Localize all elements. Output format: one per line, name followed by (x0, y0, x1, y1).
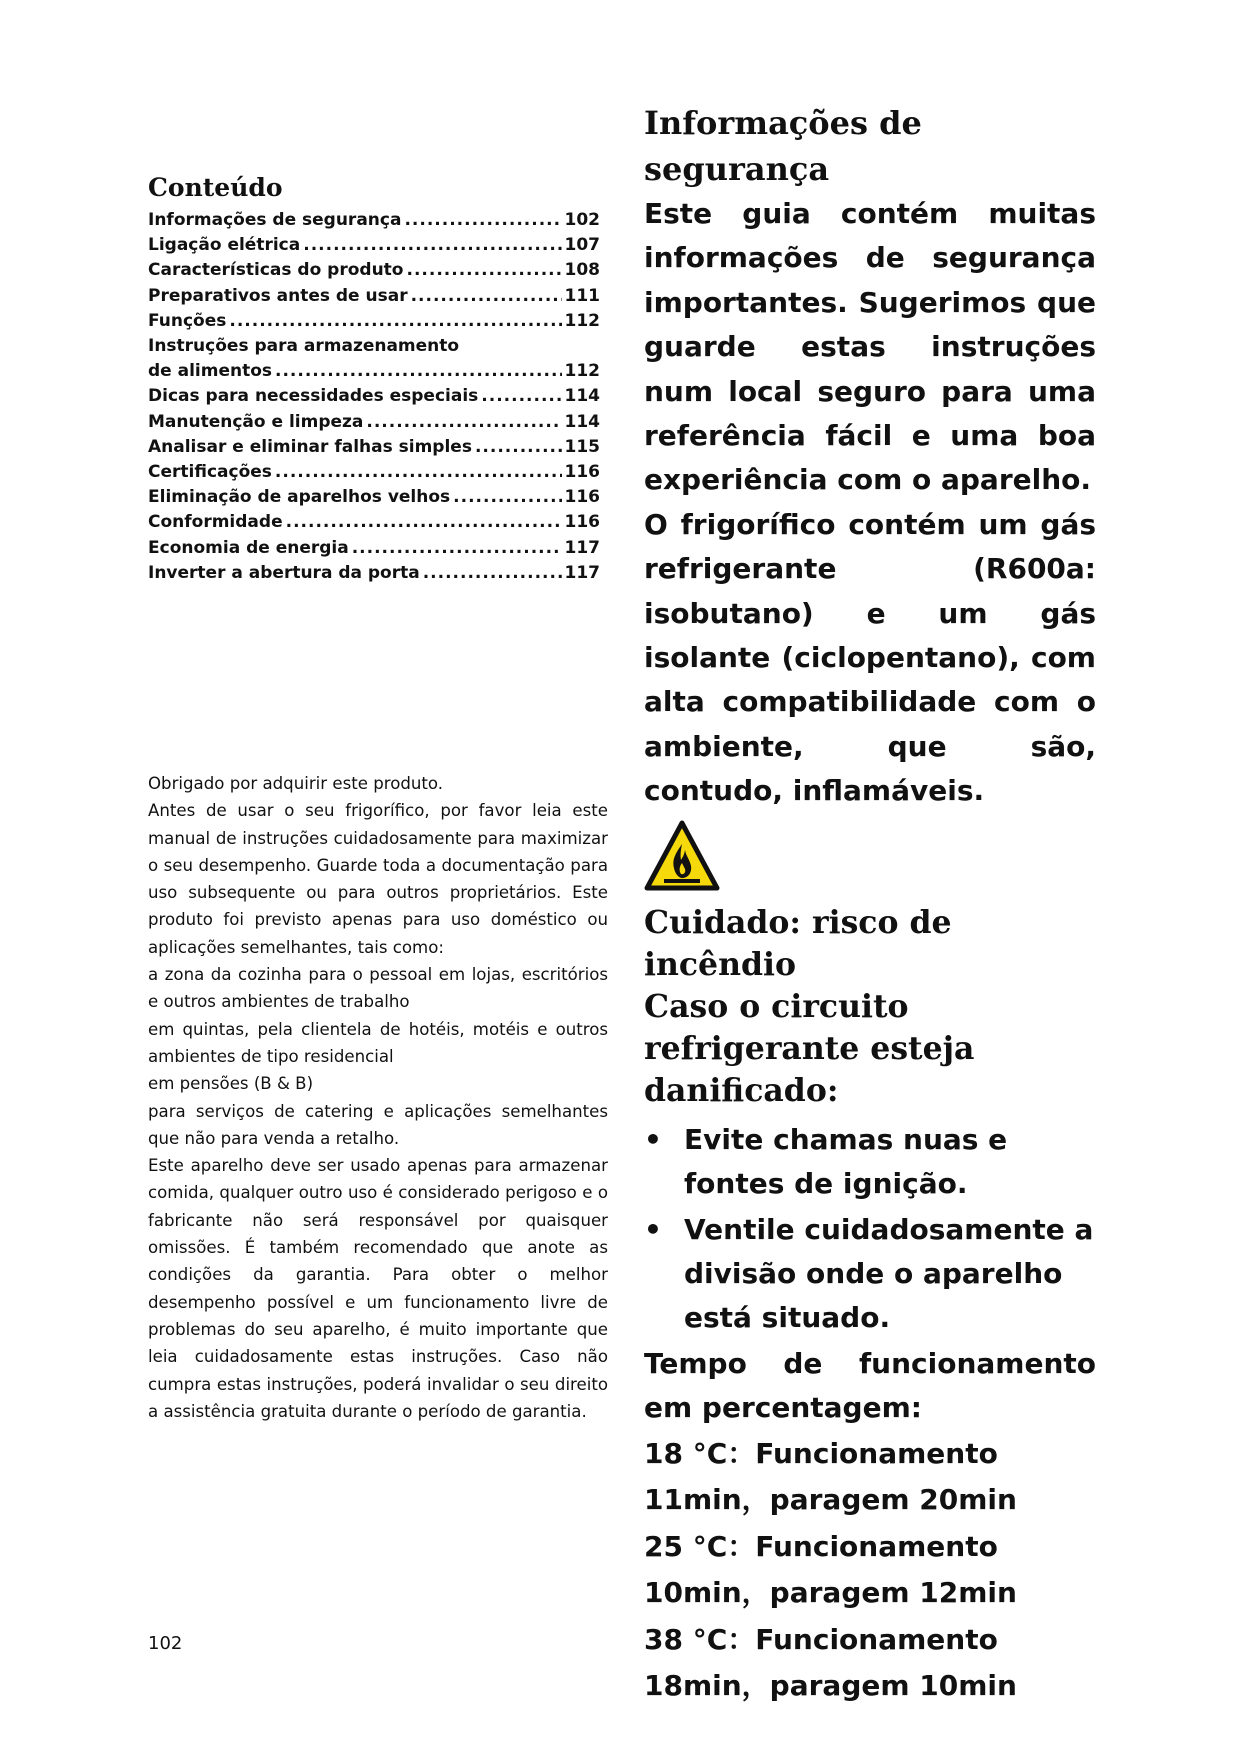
refrigerant-paragraph: O frigorífico contém um gás refrigerante (R600a: isobutano) e um gás isolante (ciclopentano), com alta compatibilidade com o ambiente, que são, contudo, inflamáveis. (644, 507, 1096, 808)
caution-list (644, 1118, 1096, 1340)
toc-entry[interactable]: de alimentos ..... 112 (148, 359, 600, 384)
toc-entry[interactable]: Certificações ..... 116 (148, 460, 600, 485)
page-number: 102 (148, 1633, 183, 1654)
toc-page: 114 (564, 411, 600, 432)
toc-entry[interactable]: Economia de energia ..... 117 (148, 536, 600, 561)
intro-paragraph: em quintas, pela clientela de hotéis, motéis e outros ambientes de tipo residencial (148, 1019, 608, 1066)
flammable-warning-icon (644, 820, 720, 892)
toc-entry[interactable]: Funções ..... 112 (148, 309, 600, 334)
toc-page: 102 (564, 210, 600, 230)
toc-page: 116 (564, 512, 600, 533)
safety-section (644, 100, 1096, 1710)
toc-page: 111 (564, 285, 600, 306)
caution-subtitle: Caso o circuito refrigerante esteja danificado: (644, 987, 975, 1109)
caution-title: Cuidado: risco de incêndio (644, 903, 952, 983)
runtime-line: 25 °C：Funcionamento (644, 1529, 998, 1563)
toc-page: 112 (564, 361, 600, 382)
safety-intro-paragraph: Este guia contém muitas informações de segurança importantes. Sugerimos que guarde estas instruções num local seguro para uma referência fácil e uma boa experiência com o aparelho. (644, 197, 1096, 497)
intro-paragraph: para serviços de catering e aplicações semelhantes que não para venda a retalho. (148, 1101, 608, 1148)
toc-page: 107 (564, 235, 600, 256)
intro-text (148, 770, 608, 1425)
intro-paragraph: a zona da cozinha para o pessoal em lojas, escritórios e outros ambientes de trabalho (148, 965, 608, 1012)
toc-entry[interactable]: Dicas para necessidades especiais ..... 114 (148, 384, 600, 409)
runtime-line: 18min，paragem 10min (644, 1669, 1017, 1702)
toc-entry[interactable]: Características do produto ..... 108 (148, 258, 600, 283)
toc-entry[interactable]: Preparativos antes de usar ..... 111 (148, 284, 600, 309)
list-item: • Ventile cuidadosamente a divisão onde o aparelho está situado. (644, 1208, 1096, 1340)
list-item: • Evite chamas nuas e fontes de ignição. (644, 1118, 1096, 1206)
intro-paragraph: Obrigado por adquirir este produto. (148, 774, 444, 793)
toc-page: 117 (564, 562, 600, 583)
toc-entry[interactable]: Analisar e eliminar falhas simples ..... 115 (148, 435, 600, 460)
toc-entry-prefix: Instruções para armazenamento (148, 336, 460, 357)
toc-page: 115 (564, 436, 600, 457)
toc-page: 108 (564, 260, 600, 281)
runtime-line: 18 °C：Funcionamento (644, 1436, 998, 1470)
runtime-line: 11min，paragem 20min (644, 1483, 1017, 1516)
toc-page: 112 (564, 310, 600, 331)
toc-entry[interactable]: Manutenção e limpeza ..... 114 (148, 410, 600, 435)
runtime-title: Tempo de funcionamento em percentagem: (644, 1346, 1096, 1425)
safety-title: Informações de segurança (644, 104, 922, 188)
toc-entry[interactable]: Inverter a abertura da porta ..... 117 (148, 561, 600, 586)
toc-page: 116 (564, 462, 600, 483)
contents-title: Conteúdo (148, 173, 283, 202)
toc-page: 117 (564, 537, 600, 558)
toc-page: 114 (564, 386, 600, 407)
runtime-list (644, 1431, 1096, 1710)
intro-paragraph: Este aparelho deve ser usado apenas para armazenar comida, qualquer outro uso é considerado perigoso e o fabricante não será responsável por quaisquer omissões. É também recomendado que anote as condições da garantia. Para obter o melhor desempenho possível e um funcionamento livre de problemas do seu aparelho, é muito importante que leia cuidadosamente estas instruções. Caso não cumpra estas instruções, poderá invalidar o seu direito a assistência gratuita durante o período de garantia. (148, 1156, 608, 1421)
intro-paragraph: em pensões (B & B) (148, 1074, 314, 1094)
runtime-line: 10min，paragem 12min (644, 1576, 1017, 1609)
toc-entry[interactable]: Informações de segurança ..... 102 (148, 208, 600, 233)
toc-entry[interactable]: Ligação elétrica ..... 107 (148, 233, 600, 258)
toc-entry[interactable]: Eliminação de aparelhos velhos ..... 116 (148, 485, 600, 510)
intro-paragraph: Antes de usar o seu frigorífico, por favor leia este manual de instruções cuidadosamente para maximizar o seu desempenho. Guarde toda a documentação para uso subsequente ou para outros proprietários. Este produto foi previsto apenas para uso doméstico ou aplicações semelhantes, tais como: (148, 801, 608, 957)
toc-page: 116 (564, 487, 600, 508)
toc-entry[interactable]: Conformidade ..... 116 (148, 510, 600, 535)
runtime-line: 38 °C：Funcionamento (644, 1622, 998, 1656)
table-of-contents (148, 172, 600, 586)
